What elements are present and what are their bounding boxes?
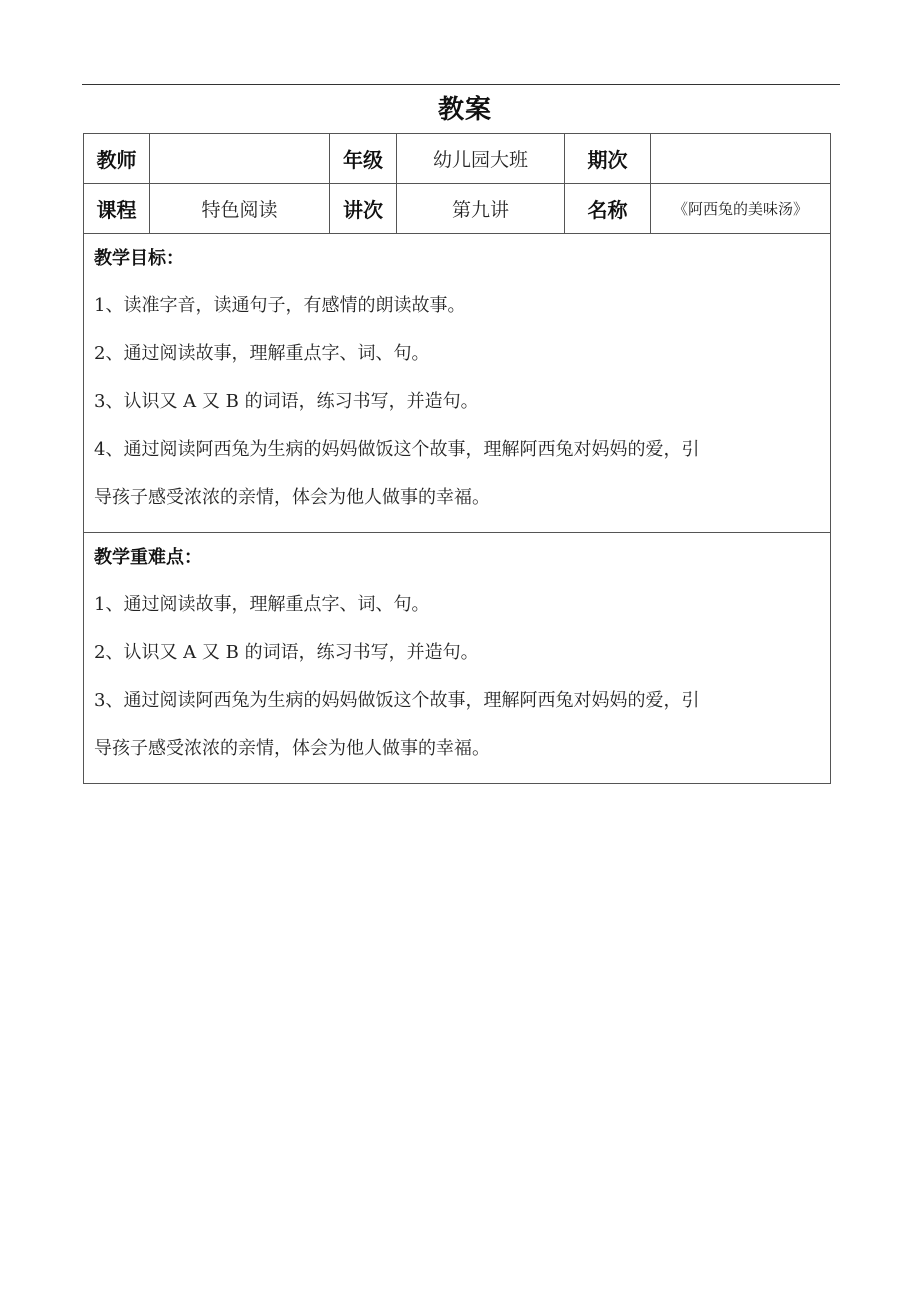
- lecture-value: 第九讲: [397, 184, 565, 234]
- info-row-2: [84, 184, 831, 234]
- header-rule: [82, 84, 840, 85]
- objectives-heading: 教学目标：: [94, 248, 184, 269]
- name-label: 名称: [565, 184, 651, 234]
- objectives-section: [84, 234, 831, 533]
- info-row-1: [84, 134, 831, 184]
- objective-item: 1、读准字音，读通句子，有感情的朗读故事。: [94, 295, 466, 316]
- objective-item: 导孩子感受浓浓的亲情，体会为他人做事的幸福。: [94, 487, 490, 508]
- objective-item: 4、通过阅读阿西兔为生病的妈妈做饭这个故事，理解阿西兔对妈妈的爱，引: [94, 439, 700, 460]
- key-points-heading: 教学重难点：: [94, 547, 202, 568]
- objectives-row: [84, 234, 831, 533]
- teacher-label: 教师: [84, 134, 150, 184]
- issue-value: [651, 134, 831, 184]
- key-point-item: 1、通过阅读故事，理解重点字、词、句。: [94, 594, 430, 615]
- key-point-item: 2、认识又 A 又 B 的词语，练习书写，并造句。: [94, 642, 479, 663]
- key-points-row: [84, 533, 831, 784]
- course-label: 课程: [84, 184, 150, 234]
- issue-label: 期次: [565, 134, 651, 184]
- objective-item: 3、认识又 A 又 B 的词语，练习书写，并造句。: [94, 391, 479, 412]
- key-point-item: 3、通过阅读阿西兔为生病的妈妈做饭这个故事，理解阿西兔对妈妈的爱，引: [94, 690, 700, 711]
- teacher-value: [150, 134, 330, 184]
- grade-value: 幼儿园大班: [397, 134, 565, 184]
- key-points-section: [84, 533, 831, 784]
- lecture-label: 讲次: [330, 184, 397, 234]
- document-title: 教案: [437, 95, 492, 125]
- course-value: 特色阅读: [150, 184, 330, 234]
- lesson-plan-table: [83, 133, 831, 784]
- name-value: 《阿西兔的美味汤》: [651, 184, 831, 234]
- objective-item: 2、通过阅读故事，理解重点字、词、句。: [94, 343, 430, 364]
- grade-label: 年级: [330, 134, 397, 184]
- key-point-item: 导孩子感受浓浓的亲情，体会为他人做事的幸福。: [94, 738, 490, 759]
